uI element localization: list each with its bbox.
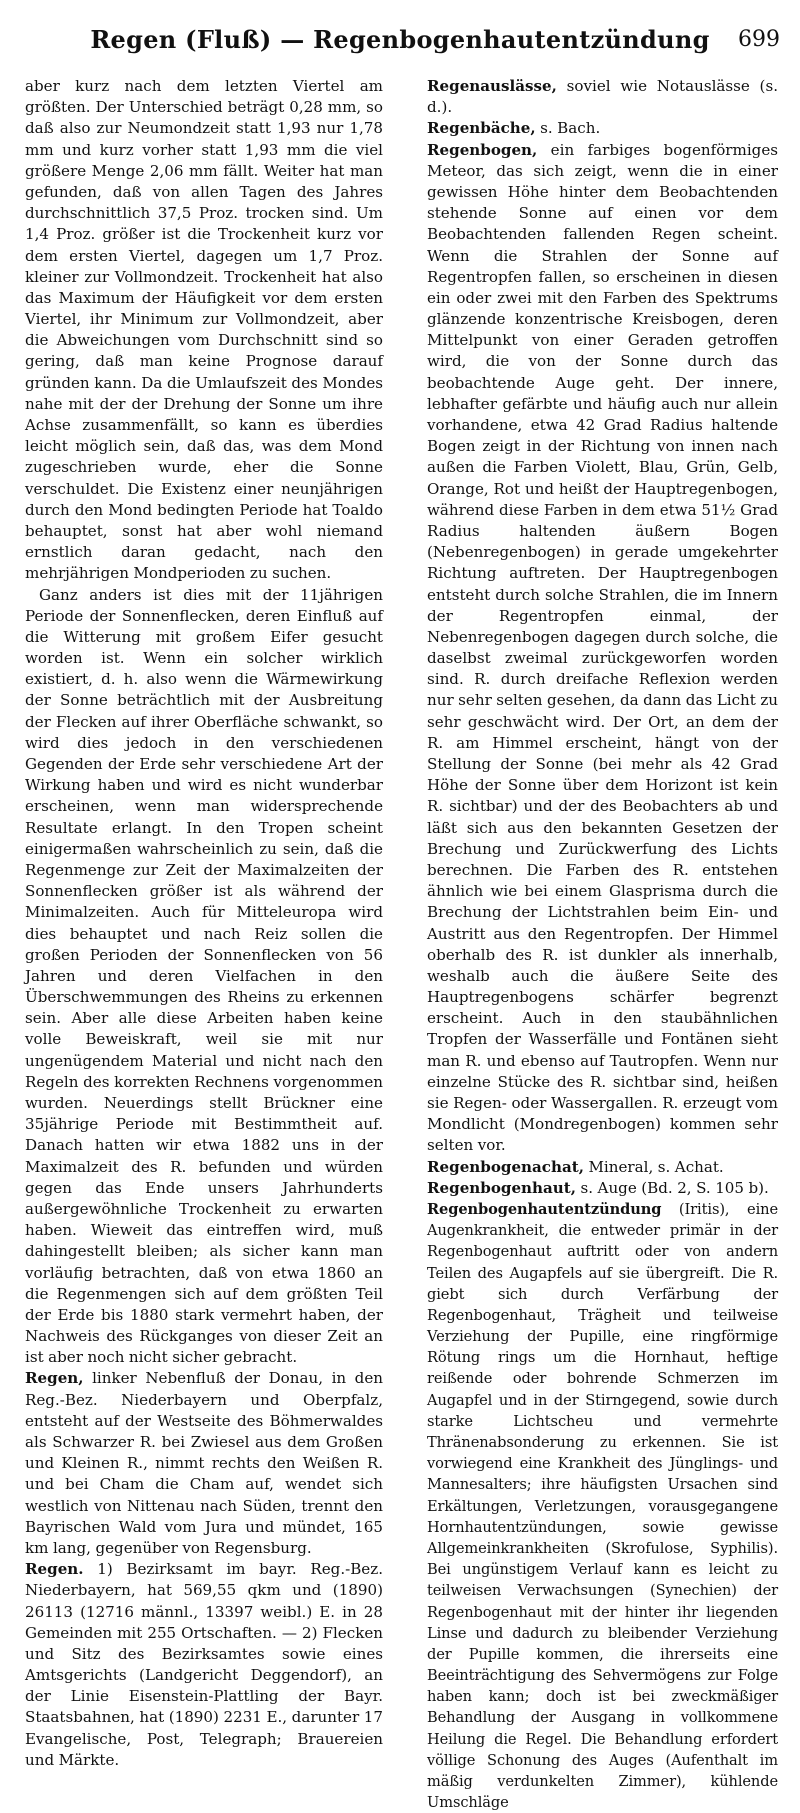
entry-term: Regenbogen,	[427, 140, 538, 159]
entry-regenbogenachat: Regenbogenachat, Mineral, s. Achat.	[427, 1157, 724, 1176]
entry-term: Regenbogenachat,	[427, 1157, 584, 1176]
entry-regenauslaesse: Regenauslässe, soviel wie Notauslässe (s. d.).	[427, 77, 778, 117]
running-title: Regen (Fluß) — Regenbogenhautentzündung	[90, 25, 710, 54]
right-column	[427, 76, 778, 1813]
paragraph-sonnenflecken: Ganz anders ist dies mit der 11jährigen Periode der Sonnenflecken, deren Einfluß auf die Witterung mit großem Eifer gesucht worden ist. Wenn ein solcher wirklich existiert, d. h. also wenn die Wärmewirkung der Sonne beträchtlich mit der Ausbreitung der Flecken auf ihrer Oberfläche schwankt, so wird dies jedoch in den verschiedenen Gegenden der Erde sehr verschiedene Art der Wirkung haben und wird es nicht wunderbar erscheinen, wenn man widersprechende Resultate erlangt. In den Tropen scheint einigermaßen wahrscheinlich zu sein, daß die Regenmenge zur Zeit der Maximalzeiten der Sonnenflecken größer ist als während der Minimalzeiten. Auch für Mitteleuropa wird dies behauptet und nach Reiz sollen die großen Perioden der Sonnenflecken von 56 Jahren und deren Vielfachen in den Überschwemmungen des Rheins zu erkennen sein. Aber alle diese Arbeiten haben keine volle Beweiskraft, weil sie mit nur ungenügendem Material und nicht nach den Regeln des korrekten Rechnens vorgenommen wurden. Neuerdings stellt Brückner eine 35jährige Periode mit Bestimmtheit auf. Danach hatten wir etwa 1882 uns in der Maximalzeit des R. befunden und würden gegen das Ende unsers Jahrhunderts außergewöhnliche Trockenheit zu erwarten haben. Wieweit das eintreffen wird, muß dahingestellt bleiben; als sicher kann man vorläufig betrachten, daß von etwa 1860 an die Regenmengen sich auf dem größten Teil der Erde bis 1880 stark vermehrt haben, der Nachweis des Rückganges von dieser Zeit an ist aber noch nicht sicher gebracht.	[25, 585, 383, 1367]
entry-term: Regenbogenhautentzündung	[427, 1200, 662, 1218]
entry-term: Regen,	[25, 1369, 84, 1388]
page-number: 699	[738, 27, 780, 52]
entry-term: Regenbäche,	[427, 119, 536, 138]
entry-term: Regenbogenhaut,	[427, 1178, 576, 1197]
entry-regen-fluss: Regen, linker Nebenfluß der Donau, in den Reg.-Bez. Niederbayern und Oberpfalz, entsteht auf der Westseite des Böhmerwaldes als Schwarzer R. bei Zwiesel aus dem Großen und Kleinen R., nimmt rechts den Weißen R. und bei Cham die Cham auf, wendet sich westlich von Nittenau nach Süden, trennt den Bayrischen Wald vom Jura und mündet, 165 km lang, gegenüber von Regensburg.	[25, 1369, 383, 1557]
entry-regen-bezirksamt: Regen. 1) Bezirksamt im bayr. Reg.-Bez. Niederbayern, hat 569,55 qkm und (1890) 26113 (12716 männl., 13397 weibl.) E. in 28 Gemeinden mit 255 Ortschaften. — 2) Flecken und Sitz des Bezirksamtes sowie eines Amtsgerichts (Landgericht Deggendorf), an der Linie Eisenstein-Plattling der Bayr. Staatsbahnen, hat (1890) 2231 E., darunter 17 Evangelische, Post, Telegraph; Brauereien und Märkte.	[25, 1560, 383, 1769]
paragraph-mondperioden: aber kurz nach dem letzten Viertel am größten. Der Unterschied beträgt 0,28 mm, so daß also zur Neumondzeit statt 1,93 nur 1,78 mm und kurz vorher statt 1,93 mm die viel größere Menge 2,06 mm fällt. Weiter hat man gefunden, daß von allen Tagen des Jahres durchschnittlich 37,5 Proz. trocken sind. Um 1,4 Proz. größer ist die Trockenheit kurz vor dem ersten Viertel, dagegen um 1,7 Proz. kleiner zur Vollmondzeit. Trockenheit hat also das Maximum der Häufigkeit vor dem ersten Viertel, ihr Minimum zur Vollmondzeit, aber die Abweichungen vom Durchschnitt sind so gering, daß man keine Prognose darauf gründen kann. Da die Umlaufszeit des Mondes nahe mit der der Drehung der Sonne um ihre Achse zusammenfällt, so kann es überdies leicht möglich sein, daß das, was dem Mond zugeschrieben wurde, eher die Sonne verschuldet. Die Existenz einer neunjährigen durch den Mond bedingten Periode hat Toaldo behauptet, sonst hat aber wohl niemand ernstlich daran gedacht, nach den mehrjährigen Mondperioden zu suchen.	[25, 77, 383, 583]
entry-regenbogen: Regenbogen, ein farbiges bogenförmiges Meteor, das sich zeigt, wenn die in einer gewissen Höhe hinter dem Beobachtenden stehende Sonne auf einen vor dem Beobachtenden fallenden Regen scheint. Wenn die Strahlen der Sonne auf Regentropfen fallen, so erscheinen in diesen ein oder zwei mit den Farben des Spektrums glänzende konzentrische Kreisbogen, deren Mittelpunkt von einer Geraden getroffen wird, die von der Sonne durch das beobachtende Auge geht. Der innere, lebhafter gefärbte und häufig auch nur allein vorhandene, etwa 42 Grad Radius haltende Bogen zeigt in der Richtung von innen nach außen die Farben Violett, Blau, Grün, Gelb, Orange, Rot und heißt der Hauptregenbogen, während diese Farben in dem etwa 51½ Grad Radius haltenden äußern Bogen (Nebenregenbogen) in gerade umgekehrter Richtung auftreten. Der Hauptregenbogen entsteht durch solche Strahlen, die im Innern der Regentropfen einmal, der Nebenregenbogen dagegen durch solche, die daselbst zweimal zurückgeworfen worden sind. R. durch dreifache Reflexion werden nur sehr selten gesehen, da dann das Licht zu sehr geschwächt wird. Der Ort, an dem der R. am Himmel erscheint, hängt von der Stellung der Sonne (bei mehr als 42 Grad Höhe der Sonne über dem Horizont ist kein R. sichtbar) und der des Beobachters ab und läßt sich aus den bekannten Gesetzen der Brechung und Zurückwerfung des Lichts berechnen. Die Farben des R. entstehen ähnlich wie bei einem Glasprisma durch die Brechung der Lichtstrahlen beim Ein- und Austritt aus den Regentropfen. Der Himmel oberhalb des R. ist dunkler als innerhalb, weshalb auch die äußere Seite des Hauptregenbogens schärfer begrenzt erscheint. Auch in den staubähnlichen Tropfen der Wasserfälle und Fontänen sieht man R. und ebenso auf Tautropfen. Wenn nur einzelne Stücke des R. sichtbar sind, heißen sie Regen- oder Wassergallen. R. erzeugt vom Mondlicht (Mondregenbogen) kommen sehr selten vor.	[427, 140, 778, 1155]
entry-regenbogenhautentzuendung: Regenbogenhautentzündung (Iritis), eine Augenkrankheit, die entweder primär in der Regenbogenhaut auftritt oder von andern Teilen des Augapfels auf sie übergreift. Die R. giebt sich durch Verfärbung der Regenbogenhaut, Trägheit und teilweise Verziehung der Pupille, eine ringförmige Rötung rings um die Hornhaut, heftige reißende oder bohrende Schmerzen im Augapfel und in der Stirngegend, sowie durch starke Lichtscheu und vermehrte Thränenabsonderung zu erkennen. Sie ist vorwiegend eine Krankheit des Jünglings- und Mannesalters; ihre häufigsten Ursachen sind Erkältungen, Verletzungen, vorausgegangene Hornhautentzündungen, sowie gewisse Allgemeinkrankheiten (Skrofulose, Syphilis). Bei ungünstigem Verlauf kann es leicht zu teilweisen Verwachsungen (Synechien) der Regenbogenhaut mit der hinter ihr liegenden Linse und dadurch zu bleibender Verziehung der Pupille kommen, die ihrerseits eine Beeinträchtigung des Sehvermögens zur Folge haben kann; doch ist bei zweckmäßiger Behandlung der Ausgang in vollkommene Heilung die Regel. Die Behandlung erfordert völlige Schonung des Auges (Aufenthalt im mäßig verdunkelten Zimmer), kühlende Umschläge	[427, 1200, 778, 1812]
page-header	[20, 22, 780, 58]
entry-term: Regen.	[25, 1560, 84, 1579]
entry-term: Regenauslässe,	[427, 77, 557, 95]
left-column	[25, 76, 383, 1771]
entry-regenbogenhaut: Regenbogenhaut, s. Auge (Bd. 2, S. 105 b).	[427, 1178, 769, 1197]
entry-regenbaeche: Regenbäche, s. Bach.	[427, 119, 601, 138]
